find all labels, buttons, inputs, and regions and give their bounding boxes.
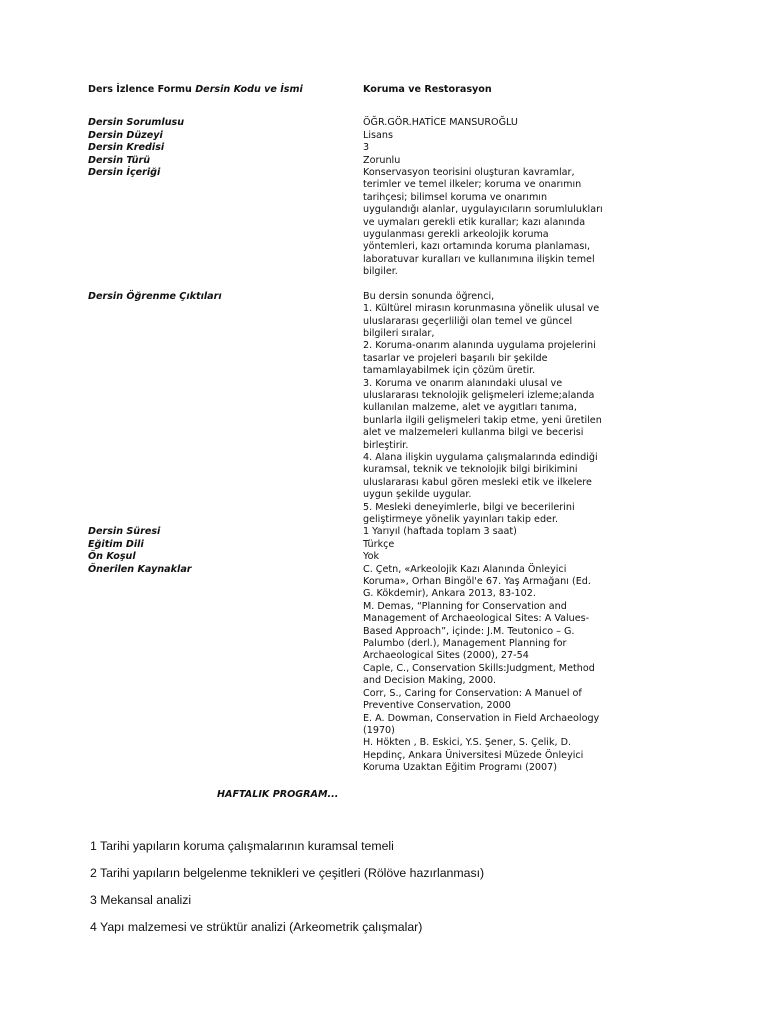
row-label: Önerilen Kaynaklar bbox=[88, 563, 192, 575]
row-label: Dersin Türü bbox=[88, 154, 151, 166]
header-label bbox=[88, 84, 363, 96]
row-label: Eğitim Dili bbox=[88, 538, 144, 550]
row-kaynaklar bbox=[88, 564, 648, 775]
week-item: 3 Mekansal analizi bbox=[90, 893, 192, 907]
row-label: Dersin Süresi bbox=[88, 526, 161, 538]
row-tur bbox=[88, 155, 648, 167]
row-value: Zorunlu bbox=[363, 154, 401, 166]
row-on-kosul bbox=[88, 551, 648, 563]
syllabus-table bbox=[88, 84, 648, 775]
row-value: Yok bbox=[363, 551, 380, 563]
week-item: 2 Tarihi yapıların belgelenme teknikleri ve çeşitleri (Rölöve hazırlanması) bbox=[90, 866, 485, 880]
row-sure bbox=[88, 526, 648, 538]
header-row bbox=[88, 84, 648, 96]
row-value: 3 bbox=[363, 142, 370, 154]
row-value: Konservasyon teorisini oluşturan kavramlar, terimler ve temel ilkeler; koruma ve onarımın tarihçesi; bilimsel koruma ve onarımın uygulandığı alanlar, uygulayıcıların sorumlulukları ve uymaları gerekli etik kurallar; kazı alanında uygulanması gerekli arkeolojik koruma yöntemleri, kazı ortamında koruma planlaması, laboratuvar kuralları ve kullanımına ilişkin temel bilgiler. bbox=[363, 167, 603, 278]
row-label: Dersin Öğrenme Çıktıları bbox=[88, 290, 222, 302]
row-value: C. Çetn, «Arkeolojik Kazı Alanında Önleyici Koruma», Orhan Bingöl'e 67. Yaş Armağanı (Ed. G. Kökdemir), Ankara 2013, 83-102. M. Demas, “Planning for Conservation and Management of Archaeological Sites: A Values- Based Approach”, içinde: J.M. Teutonico – G. Palumbo (derl.), Management Planning for Archaeological Sites (2000), 27-54 Caple, C., Conservation Skills:Judgment, Method and Decision Making, 2000. Corr, S., Caring for Conservation: A Manuel of Preventive Conservation, 2000 E. A. Dowman, Conservation in Field Archaeology (1970) H. Hökten , B. Eskici, Y.S. Şener, S. Çelik, D. Hepdinç, Ankara Üniversitesi Müzede Önleyici Koruma Uzaktan Eğitim Programı (2007) bbox=[363, 563, 600, 774]
row-value: Lisans bbox=[363, 129, 393, 141]
row-label: Dersin Kredisi bbox=[88, 142, 165, 154]
row-value: 1 Yarıyıl (haftada toplam 3 saat) bbox=[363, 526, 517, 538]
week-item: 1 Tarihi yapıların koruma çalışmalarının kuramsal temeli bbox=[90, 839, 394, 853]
row-label: Dersin İçeriği bbox=[88, 167, 161, 179]
header-label-italic: Dersin Kodu ve İsmi bbox=[195, 84, 303, 95]
row-egitim-dili bbox=[88, 539, 648, 551]
row-label: Dersin Sorumlusu bbox=[88, 117, 185, 129]
row-kredi bbox=[88, 142, 648, 154]
row-icerik bbox=[88, 167, 648, 279]
row-label: Ön Koşul bbox=[88, 551, 136, 563]
course-name: Koruma ve Restorasyon bbox=[363, 84, 492, 95]
weekly-list bbox=[90, 839, 484, 947]
row-value: Bu dersin sonunda öğrenci, 1. Kültürel mirasın korunmasına yönelik ulusal ve uluslararası geçerliliği olan temel ve güncel bilgileri sıralar, 2. Koruma-onarım alanında uygulama projelerini tasarlar ve projeleri başarılı bir şekilde tamamlayabilmek için çözüm üretir. 3. Koruma ve onarım alanındaki ulusal ve uluslararası teknolojik gelişmeleri izleme;alanda kullanılan malzeme, alet ve aygıtları tanıma, bunlarla ilgili gelişmeleri takip etme, yeni üretilen alet ve malzemeleri kullanma bilgi ve becerisi birleştirir. 4. Alana ilişkin uygulama çalışmalarında edindiği kuramsal, teknik ve teknolojik bilgi birikimini uluslararası kabul gören mesleki etik ve ilkelere uygun şekilde uygular. 5. Mesleki deneyimlerle, bilgi ve becerilerini geliştirmeye yönelik yayınları takip eder. bbox=[363, 290, 602, 525]
row-value: ÖĞR.GÖR.HATİCE MANSUROĞLU bbox=[363, 117, 518, 129]
header-label-plain: Ders İzlence Formu bbox=[88, 84, 196, 95]
row-duzey bbox=[88, 130, 648, 142]
row-label: Dersin Düzeyi bbox=[88, 129, 163, 141]
row-value: Türkçe bbox=[363, 538, 395, 550]
row-ogrenme-ciktilari bbox=[88, 291, 648, 527]
weekly-program-heading: HAFTALIK PROGRAM... bbox=[217, 789, 339, 800]
week-item: 4 Yapı malzemesi ve strüktür analizi (Arkeometrik çalışmalar) bbox=[90, 920, 423, 934]
row-sorumlu bbox=[88, 117, 648, 129]
